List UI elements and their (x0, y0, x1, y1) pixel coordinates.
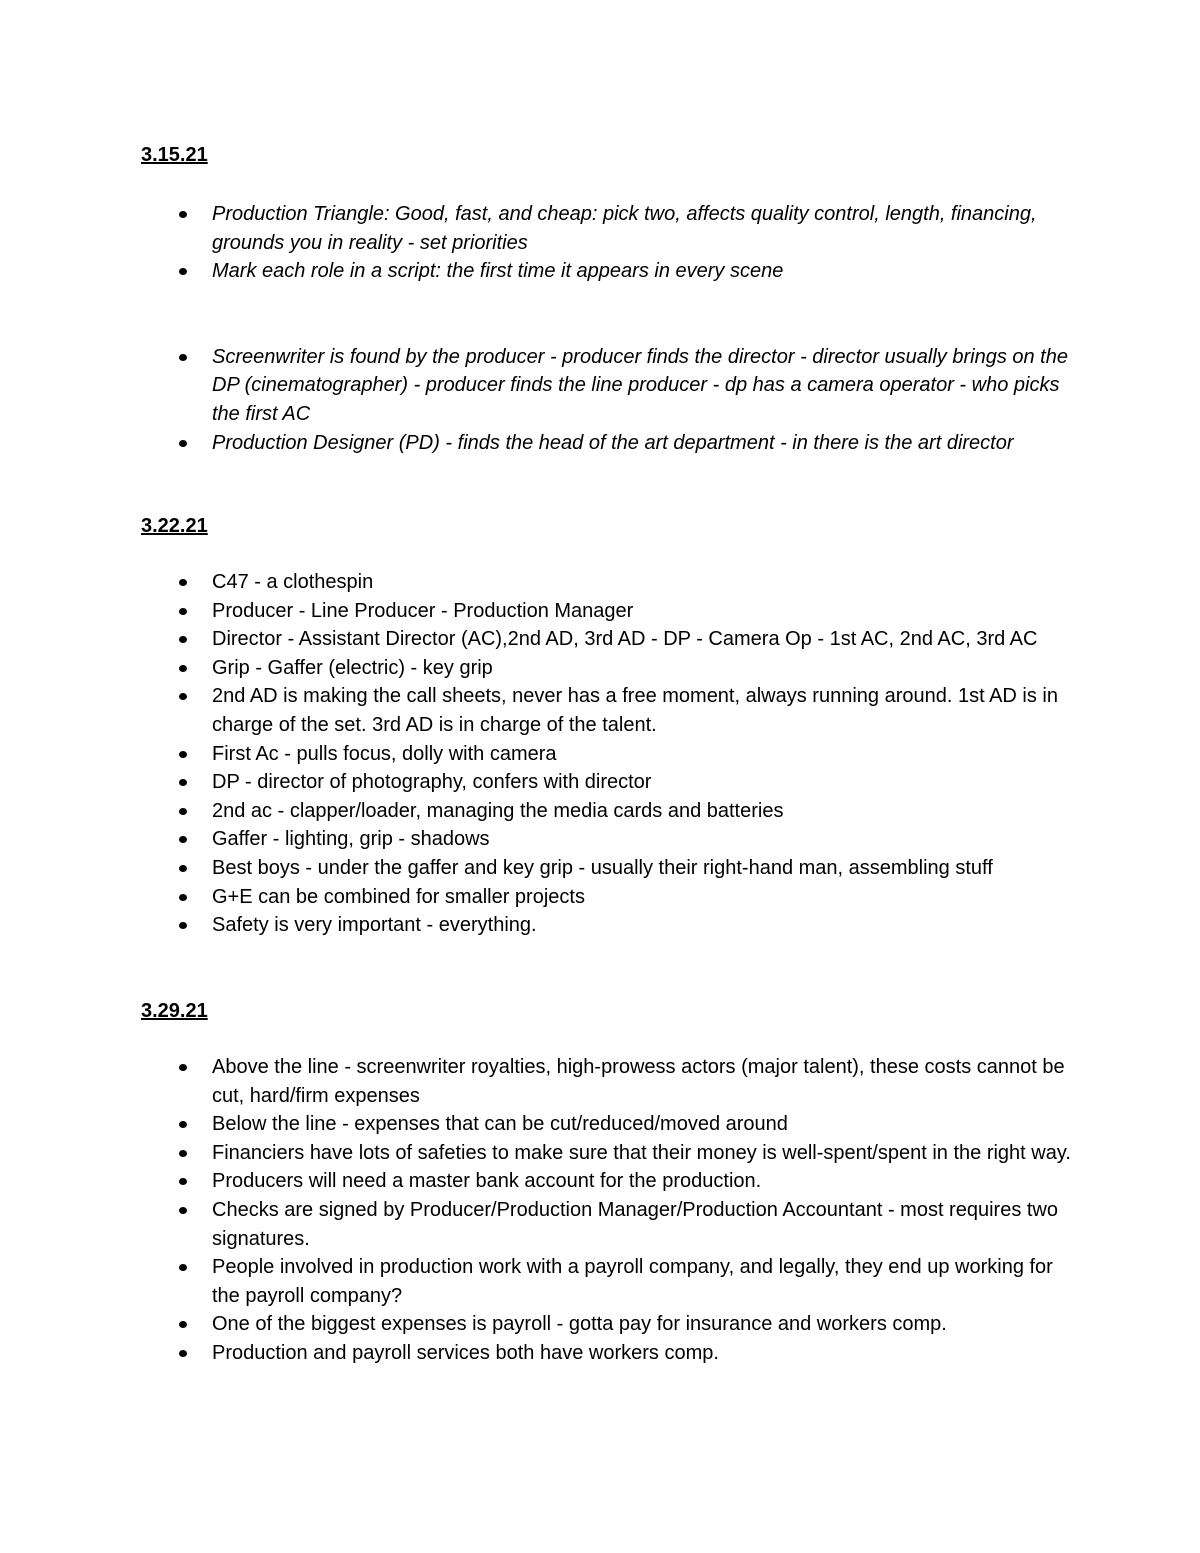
list-item-text: Financiers have lots of safeties to make sure that their money is well-spent/spent in the right way. (212, 1141, 1071, 1164)
list-item-text: One of the biggest expenses is payroll - gotta pay for insurance and workers comp. (212, 1313, 947, 1336)
list-item-text: Best boys - under the gaffer and key grip - usually their right-hand man, assembling stuff (212, 856, 993, 879)
bullet-icon (179, 836, 187, 843)
list-item (141, 257, 1081, 286)
list-item (141, 682, 1081, 739)
list-item-text: Production Triangle: Good, fast, and cheap: pick two, affects quality control, length, financing, grounds you in reality - set priorities (212, 203, 1037, 254)
bullet-icon (179, 922, 187, 929)
list-item-text: Checks are signed by Producer/Production Manager/Production Accountant - most requires two signatures. (212, 1198, 1058, 1250)
bullet-icon (179, 665, 187, 672)
list-item-text: Director - Assistant Director (AC),2nd AD, 3rd AD - DP - Camera Op - 1st AC, 2nd AC, 3rd AC (212, 628, 1038, 651)
list-item (141, 343, 1081, 429)
list-item (141, 429, 1081, 458)
bullet-icon (179, 579, 187, 586)
bullet-icon (179, 636, 187, 643)
list-item-text: Below the line - expenses that can be cut/reduced/moved around (212, 1113, 788, 1136)
section-date-heading: 3.15.21 (141, 144, 208, 166)
list-item-text: 2nd ac - clapper/loader, managing the media cards and batteries (212, 799, 784, 822)
list-item-text: Producer - Line Producer - Production Manager (212, 599, 634, 622)
list-item (141, 597, 1081, 626)
bullet-icon (179, 894, 187, 901)
list-item (141, 1167, 1081, 1196)
bullet-icon (179, 779, 187, 786)
list-item (141, 768, 1081, 797)
list-item-text: Producers will need a master bank account for the production. (212, 1170, 762, 1193)
list-item (141, 1053, 1081, 1110)
bullet-icon (179, 608, 187, 615)
list-item-text: Mark each role in a script: the first time it appears in every scene (212, 260, 784, 283)
bullet-icon (179, 268, 187, 275)
bullet-icon (179, 808, 187, 815)
notes-list (141, 568, 1081, 940)
list-item-text: Production Designer (PD) - finds the head of the art department - in there is the art director (212, 431, 1014, 454)
list-item (141, 740, 1081, 769)
list-item-text: Production and payroll services both have workers comp. (212, 1341, 719, 1364)
list-item (141, 825, 1081, 854)
bullet-icon (179, 693, 187, 700)
list-item (141, 1139, 1081, 1168)
bullet-icon (179, 1264, 187, 1271)
list-item (141, 625, 1081, 654)
empty-line (141, 286, 1081, 343)
bullet-icon (179, 1178, 187, 1185)
list-item-text: 2nd AD is making the call sheets, never has a free moment, always running around. 1st AD is in charge of the set. 3rd AD is in charge of the talent. (212, 685, 1058, 736)
notes-list (141, 1053, 1081, 1368)
notes-section-3-15-21 (141, 143, 1081, 457)
notes-section-3-29-21 (141, 999, 1081, 1368)
bullet-icon (179, 211, 187, 218)
bullet-icon (179, 865, 187, 872)
list-item-text: DP - director of photography, confers with director (212, 771, 652, 794)
list-item (141, 1339, 1081, 1368)
bullet-icon (179, 354, 187, 361)
list-item-text: Screenwriter is found by the producer - producer finds the director - director usually brings on the DP (cinematographer) - producer finds the line producer - dp has a camera operator - who picks the first AC (212, 345, 1068, 425)
list-item (141, 1253, 1081, 1310)
list-item (141, 883, 1081, 912)
list-item-text: Above the line - screenwriter royalties, high-prowess actors (major talent), these costs cannot be cut, hard/firm expenses (212, 1056, 1065, 1107)
list-item-text: C47 - a clothespin (212, 571, 374, 593)
list-item (141, 568, 1081, 597)
list-item-text: Safety is very important - everything. (212, 914, 537, 937)
list-item (141, 1310, 1081, 1339)
list-item-text: Gaffer - lighting, grip - shadows (212, 828, 490, 851)
bullet-icon (179, 1321, 187, 1328)
section-date-heading: 3.22.21 (141, 515, 208, 537)
list-item (141, 654, 1081, 683)
section-date-heading: 3.29.21 (141, 1000, 208, 1022)
bullet-icon (179, 1207, 187, 1214)
bullet-icon (179, 1350, 187, 1357)
notes-section-3-22-21 (141, 514, 1081, 940)
list-item-text: People involved in production work with a payroll company, and legally, they end up working for the payroll company? (212, 1256, 1053, 1307)
list-item-text: First Ac - pulls focus, dolly with camera (212, 742, 557, 765)
list-item-text: G+E can be combined for smaller projects (212, 885, 585, 908)
notes-list (141, 200, 1081, 457)
list-item (141, 854, 1081, 883)
bullet-icon (179, 440, 187, 447)
list-item (141, 1110, 1081, 1139)
list-item (141, 1196, 1081, 1253)
bullet-icon (179, 1121, 187, 1128)
list-item (141, 911, 1081, 940)
list-item-text: Grip - Gaffer (electric) - key grip (212, 656, 493, 679)
bullet-icon (179, 751, 187, 758)
bullet-icon (179, 1150, 187, 1157)
bullet-icon (179, 1064, 187, 1071)
list-item (141, 200, 1081, 257)
list-item (141, 797, 1081, 826)
